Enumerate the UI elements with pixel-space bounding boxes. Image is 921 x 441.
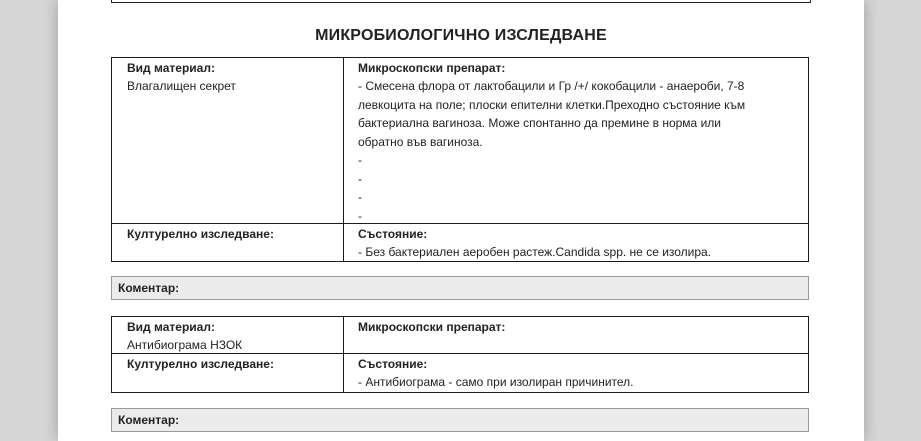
status-cell — [344, 354, 808, 394]
material-value: Антибиограма НЗОК — [127, 338, 243, 352]
microscopy-line: - — [358, 208, 362, 223]
microscopy-cell — [344, 317, 808, 338]
culture-row — [112, 353, 808, 392]
microscopy-line: левкоцита на поле; плоски епителни клетки.Преходно състояние към — [358, 97, 746, 112]
culture-label: Културелно изследване: — [127, 227, 274, 241]
microbiology-block-1 — [111, 57, 809, 262]
status-label: Състояние: — [358, 227, 428, 241]
culture-label: Културелно изследване: — [127, 357, 274, 371]
microscopy-line: - — [358, 171, 362, 186]
culture-cell — [112, 354, 344, 392]
microbiology-block-2 — [111, 316, 809, 393]
section-title: МИКРОБИОЛОГИЧНО ИЗСЛЕДВАНЕ — [315, 27, 607, 44]
status-value: - Без бактериален аеробен растеж.Candida spp. не се изолира. — [358, 245, 712, 259]
microscopy-line: - — [358, 153, 362, 167]
status-label: Състояние: — [358, 357, 428, 371]
microscopy-line: - — [358, 190, 362, 204]
microscopy-line: бактериална вагиноза. Може спонтанно да премине в норма или — [358, 116, 721, 130]
microscopy-label: Микроскопски препарат: — [358, 320, 506, 334]
material-cell — [112, 317, 344, 353]
material-label: Вид материал: — [127, 61, 215, 75]
material-label: Вид материал: — [127, 320, 215, 334]
material-cell — [112, 58, 344, 223]
comment-box-1: Коментар: — [111, 276, 809, 300]
microscopy-line: обратно във вагиноза. — [358, 134, 483, 149]
culture-cell — [112, 224, 344, 261]
status-value: - Антибиограма - само при изолиран причинител. — [358, 375, 634, 389]
material-row — [112, 317, 808, 353]
microscopy-cell — [344, 58, 808, 227]
microscopy-line: - Смесена флора от лактобацили и Гр /+/ кокобацили - анаероби, 7-8 — [358, 79, 745, 93]
comment-box-2: Коментар: — [111, 408, 809, 432]
microscopy-label: Микроскопски препарат: — [358, 61, 506, 75]
culture-row — [112, 223, 808, 261]
material-row — [112, 58, 808, 223]
status-cell — [344, 224, 808, 264]
document-page — [58, 0, 864, 441]
material-value: Влагалищен секрет — [127, 79, 236, 93]
previous-table-edge — [111, 0, 811, 3]
